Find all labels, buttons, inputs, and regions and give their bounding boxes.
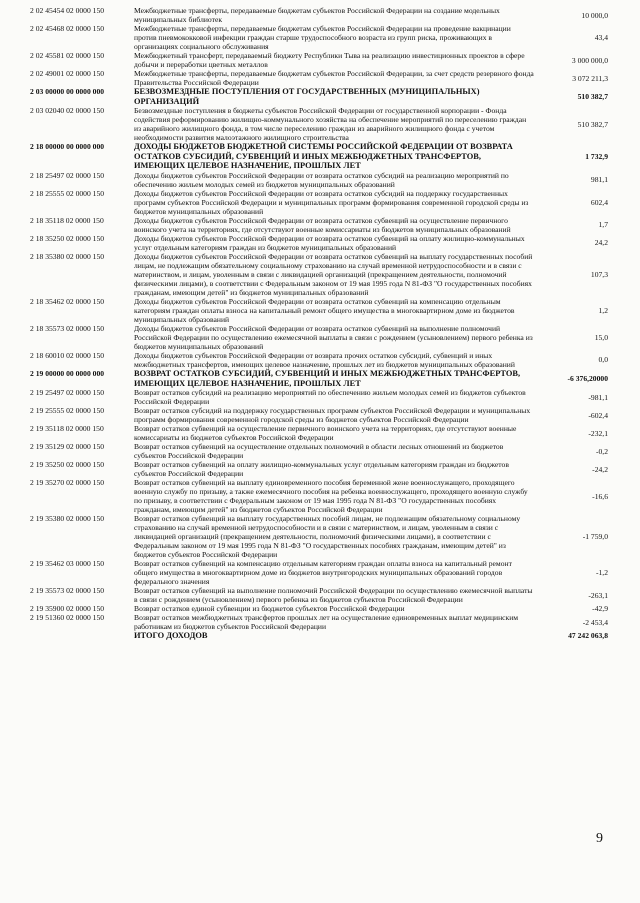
- table-row: [30, 514, 608, 559]
- revenue-description: Доходы бюджетов субъектов Российской Федерации от возврата остатков субсидий на реализацию мероприятий по обеспечению жильем молодых семей из бюджетов муниципальных образований: [134, 170, 509, 189]
- table-row: [30, 351, 608, 369]
- amount-value: -0,2: [595, 446, 608, 456]
- table-row: [30, 559, 608, 586]
- budget-code: 2 18 35118 02 0000 150: [30, 215, 104, 225]
- table-row: [30, 297, 608, 324]
- table-row: [30, 106, 608, 142]
- amount-value: -16,6: [592, 491, 608, 501]
- revenue-description: Доходы бюджетов субъектов Российской Федерации от возврата прочих остатков субсидий, субвенций и иных межбюджетных трансфертов, имеющих целевое назначение, прошлых лет из бюджетов муниципальных образований: [134, 350, 515, 369]
- budget-code: 2 02 45581 02 0000 150: [30, 51, 105, 60]
- revenue-description: Безвозмездные поступления в бюджеты субъектов Российской Федерации от государственной корпорации - Фонда содействия реформированию жилищно-коммунального хозяйства на обеспечение мероприятий по переселению граждан из аварийного жилищного фонда, в том числе переселению граждан из аварийного жилищного фонда с учетом необходимости развития малоэтажного жилищного строительства: [134, 106, 527, 143]
- table-row: [30, 24, 608, 51]
- budget-code: 2 02 45468 02 0000 150: [30, 24, 105, 33]
- table-row: [30, 189, 608, 216]
- revenue-description: ИТОГО ДОХОДОВ: [134, 631, 208, 641]
- budget-code: 2 18 00000 00 0000 000: [30, 142, 105, 152]
- revenue-description: Доходы бюджетов субъектов Российской Федерации от возврата остатков субвенций на выполнение полномочий Российской Федерации по осуществлению ежемесячной выплаты в связи с рождением (усыновлением) первого ребенка из бюджетов муниципальных образований: [134, 323, 533, 351]
- revenue-description: Межбюджетные трансферты, передаваемые бюджетам субъектов Российской Федерации, за счет средств резервного фонда Правительства Российской Федерации: [134, 69, 534, 87]
- amount-value: 0,0: [598, 355, 608, 365]
- budget-code: 2 18 25497 02 0000 150: [30, 170, 105, 180]
- revenue-table: [30, 6, 608, 641]
- revenue-description: Межбюджетные трансферты, передаваемые бюджетам субъектов Российской Федерации на создание модельных муниципальных библиотек: [134, 6, 500, 24]
- budget-code: 2 02 45454 02 0000 150: [30, 6, 105, 15]
- budget-code: 2 19 51360 02 0000 150: [30, 613, 105, 623]
- table-row: [30, 442, 608, 460]
- revenue-description: Возврат остатков субсидий на поддержку государственных программ субъектов Российской Федерации и муниципальных программ формирования современной городской среды из бюджетов субъектов Российской Федерации: [134, 406, 531, 425]
- amount-value: -1 759,0: [582, 532, 608, 542]
- revenue-description: Возврат остатков субвенций на выплату государственных пособий лицам, не подлежащим обязательному социальному страхованию на случай временной нетрудоспособности и в связи с материнством, и лицам, уволенным в связи с ликвидацией организаций (прекращением деятельности, полномочий физическими лицами), в соответствии с Федеральным законом от 19 мая 1995 года N 81-ФЗ "О государственных пособиях гражданам, имеющим детей" из бюджетов субъектов Российской Федерации: [134, 514, 521, 560]
- budget-code: 2 19 25497 02 0000 150: [30, 388, 105, 398]
- budget-code: 2 18 35462 02 0000 150: [30, 296, 105, 306]
- table-row: [30, 234, 608, 252]
- budget-code: 2 18 35573 02 0000 150: [30, 323, 105, 333]
- table-row: [30, 604, 608, 613]
- table-row: [30, 388, 608, 406]
- amount-value: 10 000,0: [581, 10, 608, 20]
- budget-code: 2 19 35270 02 0000 150: [30, 478, 105, 488]
- table-row: [30, 613, 608, 631]
- amount-value: 47 242 063,8: [568, 631, 608, 641]
- revenue-description: Возврат остатков субвенций на осуществление первичного воинского учета на территориях, где отсутствуют военные комиссариаты из бюджетов субъектов Российской Федерации: [134, 424, 517, 443]
- amount-value: 107,3: [590, 269, 608, 279]
- budget-code: 2 18 60010 02 0000 150: [30, 350, 105, 360]
- amount-value: -24,2: [592, 464, 608, 474]
- amount-value: 24,2: [594, 238, 608, 248]
- section-row: [30, 87, 608, 106]
- amount-value: 43,4: [594, 33, 608, 42]
- table-row: [30, 424, 608, 442]
- revenue-description: Межбюджетный трансферт, передаваемый бюджету Республики Тыва на реализацию инвестиционных проектов в сфере добычи и переработки цветных металлов: [134, 51, 525, 69]
- budget-code: 2 03 02040 02 0000 150: [30, 106, 105, 116]
- table-row: [30, 478, 608, 514]
- section-row: [30, 369, 608, 388]
- budget-code: 2 19 35573 02 0000 150: [30, 586, 105, 596]
- budget-code: 2 19 25555 02 0000 150: [30, 406, 105, 416]
- amount-value: 1 732,9: [585, 152, 608, 162]
- amount-value: -6 376,20000: [567, 374, 608, 384]
- budget-code: 2 19 35250 02 0000 150: [30, 460, 105, 470]
- budget-code: 2 19 35462 03 0000 150: [30, 559, 105, 569]
- amount-value: 602,4: [590, 197, 608, 207]
- budget-code: 2 03 00000 00 0000 000: [30, 87, 105, 96]
- revenue-description: Доходы бюджетов субъектов Российской Федерации от возврата остатков субвенций на компенсацию отдельным категориям граждан оплаты взноса на капитальный ремонт общего имущества в многоквартирном доме из бюджетов муниципальных образований: [134, 296, 515, 324]
- revenue-description: ДОХОДЫ БЮДЖЕТОВ БЮДЖЕТНОЙ СИСТЕМЫ РОССИЙСКОЙ ФЕДЕРАЦИИ ОТ ВОЗВРАТА ОСТАТКОВ СУБСИДИЙ, СУБВЕНЦИЙ И ИНЫХ МЕЖБЮДЖЕТНЫХ ТРАНСФЕРТОВ, ИМЕЮЩИХ ЦЕЛЕВОЕ НАЗНАЧЕНИЕ, ПРОШЛЫХ ЛЕТ: [134, 142, 513, 171]
- section-row: [30, 142, 608, 171]
- amount-value: 1,7: [598, 220, 608, 230]
- revenue-description: Возврат остатков межбюджетных трансфертов прошлых лет на осуществление единовременных выплат медицинским работникам из бюджетов субъектов Российской Федерации: [134, 613, 519, 632]
- table-row: [30, 324, 608, 351]
- revenue-description: Возврат остатков субвенций на компенсацию отдельным категориям граждан оплаты взноса на капитальный ремонт общего имущества в многоквартирном доме из бюджетов внутригородских муниципальных образований городов федерального значения: [134, 559, 512, 587]
- amount-value: -2 453,4: [582, 617, 608, 627]
- amount-value: 3 000 000,0: [571, 55, 608, 65]
- revenue-description: Возврат остатков субвенций на осуществление отдельных полномочий в области лесных отношений из бюджетов субъектов Российской Федерации: [134, 442, 504, 461]
- revenue-description: Возврат остатков единой субвенции из бюджетов субъектов Российской Федерации: [134, 604, 405, 614]
- revenue-description: Межбюджетные трансферты, передаваемые бюджетам субъектов Российской Федерации на проведение вакцинации против пневмококковой инфекции граждан старше трудоспособного возраста из групп риска, проживающих в организациях социального обслуживания: [134, 24, 511, 51]
- amount-value: 510 382,7: [577, 92, 608, 102]
- amount-value: -42,9: [592, 604, 608, 614]
- table-row: [30, 6, 608, 24]
- revenue-description: Доходы бюджетов субъектов Российской Федерации от возврата остатков субвенций на осуществление первичного воинского учета на территориях, где отсутствуют военные комиссариаты из бюджетов муниципальных образований: [134, 215, 511, 234]
- amount-value: 15,0: [594, 332, 608, 342]
- budget-code: 2 19 00000 00 0000 000: [30, 368, 105, 378]
- amount-value: -263,1: [588, 590, 608, 600]
- table-row: [30, 171, 608, 189]
- table-row: [30, 586, 608, 604]
- amount-value: -981,1: [588, 392, 608, 402]
- table-row: [30, 406, 608, 424]
- budget-code: 2 19 35900 02 0000 150: [30, 604, 105, 614]
- amount-value: -232,1: [588, 428, 608, 438]
- amount-value: 981,1: [590, 175, 608, 185]
- revenue-description: Возврат остатков субсидий на реализацию мероприятий по обеспечению жильем молодых семей из бюджетов субъектов Российской Федерации: [134, 388, 526, 407]
- budget-code: 2 18 35250 02 0000 150: [30, 233, 105, 243]
- budget-code: 2 19 35118 02 0000 150: [30, 424, 104, 434]
- budget-code: 2 19 35380 02 0000 150: [30, 514, 105, 524]
- revenue-description: Доходы бюджетов субъектов Российской Федерации от возврата остатков субвенций на выплату государственных пособий лицам, не подлежащим обязательному социальному страхованию на случай временной нетрудоспособности и в связи с материнством, и лицам, уволенным в связи с ликвидацией организаций (прекращением деятельности, полномочий физическими лицами), в соответствии с Федеральным законом от 19 мая 1995 года N 81-ФЗ "О государственных пособиях гражданам, имеющим детей" из бюджетов муниципальных образований: [134, 251, 533, 297]
- table-row: [30, 252, 608, 297]
- total-row: [30, 631, 608, 641]
- revenue-description: Возврат остатков субвенций на выплату единовременного пособия беременной жене военнослужащего, проходящего военную службу по призыву, а также ежемесячного пособия на ребенка военнослужащего, проходящего военную службу по призыву, в соответствии с Федеральным законом от 19 мая 1995 года N 81-ФЗ "О государственных пособиях гражданам, имеющим детей" из бюджетов субъектов Российской Федерации: [134, 478, 528, 515]
- amount-value: -602,4: [588, 410, 608, 420]
- budget-code: 2 18 35380 02 0000 150: [30, 251, 105, 261]
- revenue-description: ВОЗВРАТ ОСТАТКОВ СУБСИДИЙ, СУБВЕНЦИЙ И ИНЫХ МЕЖБЮДЖЕТНЫХ ТРАНСФЕРТОВ, ИМЕЮЩИХ ЦЕЛЕВОЕ НАЗНАЧЕНИЕ, ПРОШЛЫХ ЛЕТ: [134, 368, 521, 388]
- amount-value: 510 382,7: [577, 119, 608, 129]
- revenue-description: Доходы бюджетов субъектов Российской Федерации от возврата остатков субвенций на оплату жилищно-коммунальных услуг отдельным категориям граждан из бюджетов муниципальных образований: [134, 233, 525, 252]
- budget-code: 2 19 35129 02 0000 150: [30, 442, 105, 452]
- budget-code: 2 18 25555 02 0000 150: [30, 188, 105, 198]
- revenue-description: Возврат остатков субвенций на оплату жилищно-коммунальных услуг отдельным категориям граждан из бюджетов субъектов Российской Федерации: [134, 460, 509, 479]
- amount-value: -1,2: [595, 568, 608, 578]
- amount-value: 1,2: [598, 305, 608, 315]
- table-row: [30, 69, 608, 87]
- budget-code: 2 02 49001 02 0000 150: [30, 69, 105, 78]
- table-row: [30, 216, 608, 234]
- table-row: [30, 460, 608, 478]
- revenue-description: БЕЗВОЗМЕЗДНЫЕ ПОСТУПЛЕНИЯ ОТ ГОСУДАРСТВЕННЫХ (МУНИЦИПАЛЬНЫХ) ОРГАНИЗАЦИЙ: [134, 87, 480, 106]
- revenue-description: Возврат остатков субвенций на выполнение полномочий Российской Федерации по осуществлению ежемесячной выплаты в связи с рождением (усыновлением) первого ребенка из бюджетов субъектов Российской Федерации: [134, 586, 533, 605]
- amount-value: 3 072 211,3: [572, 73, 608, 83]
- table-row: [30, 51, 608, 69]
- revenue-description: Доходы бюджетов субъектов Российской Федерации от возврата остатков субсидий на поддержку государственных программ субъектов Российской Федерации и муниципальных программ формирования современной городской среды из бюджетов муниципальных образований: [134, 188, 529, 216]
- page-number: 9: [596, 831, 603, 846]
